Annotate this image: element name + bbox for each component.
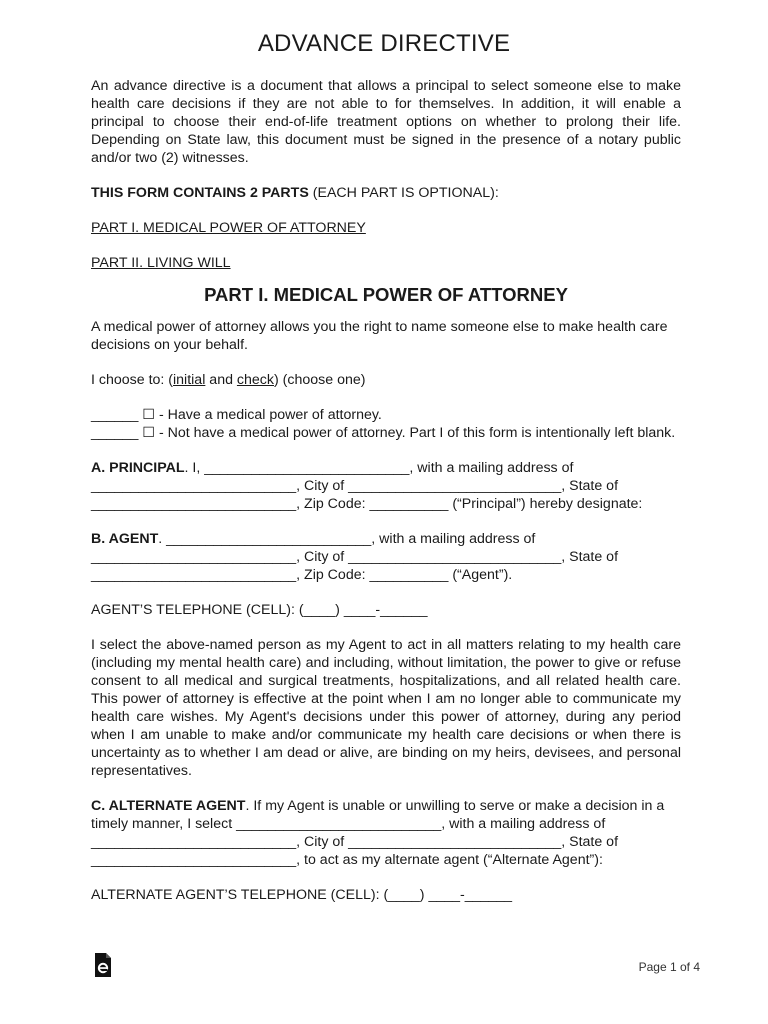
alternate-agent-line-1-text[interactable]: . If my Agent is unable or unwilling to serve or make a decision in a timely manner, I select __________________________, with a mailing address of [91,798,665,832]
agent-line-2[interactable]: __________________________, City of ___________________________, State of [91,549,619,565]
agent-line-1-text[interactable]: . __________________________, with a mailing address of [158,531,536,547]
alternate-agent-label: C. ALTERNATE AGENT [91,798,246,814]
parts-notice [91,184,681,202]
choose-line [91,371,681,389]
part1-intro: A medical power of attorney allows you the right to name someone else to make health care decisions on your behalf. [91,319,668,353]
choose-check: check [236,372,274,388]
alternate-agent-paragraph [91,797,681,833]
part1-link[interactable]: PART I. MEDICAL POWER OF ATTORNEY [91,220,366,236]
principal-line-2[interactable]: __________________________, City of ___________________________, State of [91,478,619,494]
alternate-agent-telephone[interactable]: ALTERNATE AGENT’S TELEPHONE (CELL): (____) ____-______ [91,887,513,903]
option-have-mpoa[interactable]: ______ ☐ - Have a medical power of attorney. [91,407,382,423]
document-body [91,77,681,904]
agent-label: B. AGENT [91,531,159,547]
agent-authority-paragraph: I select the above-named person as my Agent to act in all matters relating to my health care (including my mental health care) and including, without limitation, the power to give or refuse consent to all medical and surgical treatments, hospitalizations, and all related health care. This power of attorney is effective at the point when I am no longer able to communicate my health care wishes. My Agent's decisions under this power of attorney, during any period when I am unable to make and/or communicate my health care decisions or when there is uncertainty as to whether I am dead or alive, are binding on my heirs, devisees, and personal representatives. [91,637,681,779]
principal-line-1 [91,459,681,477]
agent-line-1 [91,530,681,548]
intro-paragraph: An advance directive is a document that allows a principal to select someone else to make health care decisions if they are not able to for themselves. In addition, it will enable a principal to choose their end-of-life treatment options on whether to prolong their life. Depending on State law, this document must be signed in the presence of a notary public and/or two (2) witnesses. [91,78,681,166]
principal-label: A. PRINCIPAL [91,460,185,476]
document-title: ADVANCE DIRECTIVE [257,30,511,57]
agent-line-3[interactable]: __________________________, Zip Code: __________ (“Agent”). [91,567,513,583]
parts-notice-bold: THIS FORM CONTAINS 2 PARTS [91,185,309,201]
principal-line-1-text[interactable]: . I, __________________________, with a mailing address of [184,460,574,476]
part2-link[interactable]: PART II. LIVING WILL [91,255,231,271]
part1-heading: PART I. MEDICAL POWER OF ATTORNEY [204,284,568,305]
choose-and: and [205,372,237,388]
alternate-agent-line-3[interactable]: __________________________, to act as my alternate agent (“Alternate Agent”): [91,852,603,868]
option-not-have-mpoa[interactable]: ______ ☐ - Not have a medical power of attorney. Part I of this form is intentionally left blank. [91,425,676,441]
parts-notice-rest: (EACH PART IS OPTIONAL): [308,185,499,201]
agent-telephone[interactable]: AGENT’S TELEPHONE (CELL): (____) ____-______ [91,602,428,618]
choose-suffix: ) (choose one) [273,372,366,388]
choose-prefix: I choose to: ( [91,372,174,388]
alternate-agent-line-2[interactable]: __________________________, City of ___________________________, State of [91,834,619,850]
principal-line-3[interactable]: __________________________, Zip Code: __________ (“Principal”) hereby designate: [91,496,643,512]
page-number: Page 1 of 4 [638,960,700,974]
choose-initial: initial [173,372,206,388]
eforms-logo-icon [93,952,113,978]
